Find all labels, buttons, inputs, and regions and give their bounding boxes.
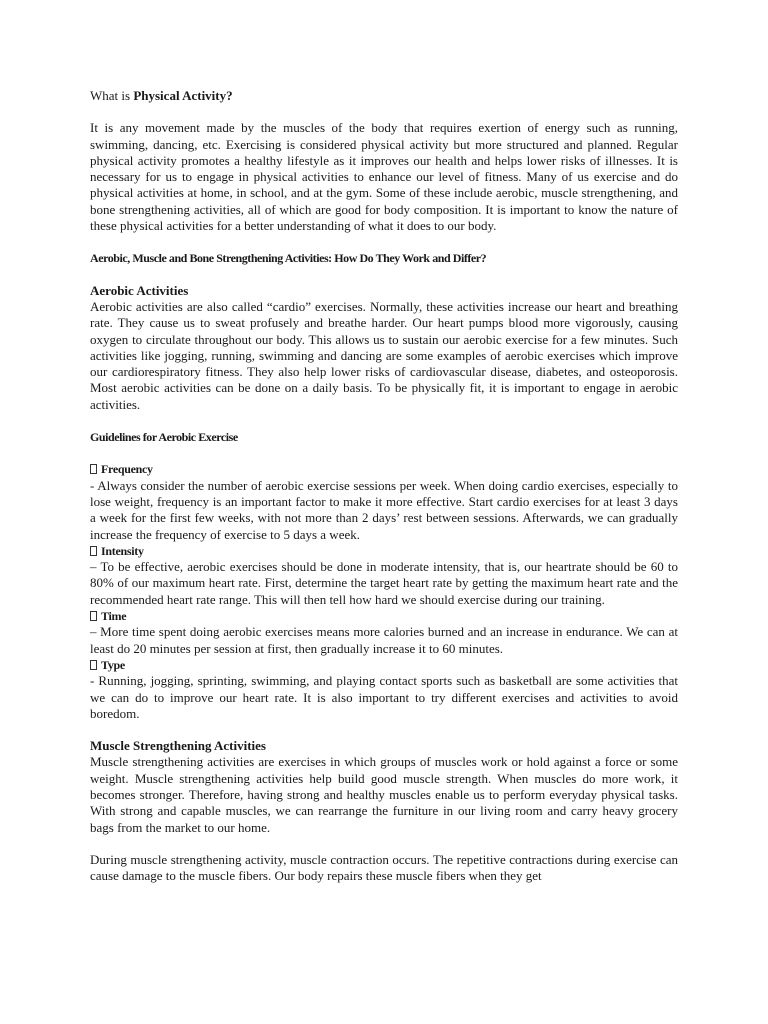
guideline-type xyxy=(90,657,678,722)
guideline-label: Time xyxy=(101,609,127,624)
guideline-text: – To be effective, aerobic exercises should be done in moderate intensity, that is, our heartrate should be 60 to 80% of our maximum heart rate. First, determine the target heart rate by getting the maximum heart rate and the recommended heart rate range. This will then tell how hard we should exercise during our training. xyxy=(90,559,678,607)
guideline-text: – More time spent doing aerobic exercises means more calories burned and an increase in endurance. We can at least do 20 minutes per session at first, then gradually increase it to 60 minutes. xyxy=(90,624,678,656)
guideline-text: - Running, jogging, sprinting, swimming, and playing contact sports such as basketball are some activities that we can do to improve our heart rate. It is also important to try different exercises and activities to avoid boredom. xyxy=(90,673,678,721)
muscle-title: Muscle Strengthening Activities xyxy=(90,738,266,754)
guideline-text: - Always consider the number of aerobic exercise sessions per week. When doing cardio exercises, especially to lose weight, frequency is an important factor to make it more effective. Start cardio exercises for at least 3 days a week for the first few weeks, with not more than 2 days’ rest between sessions. Afterwards, we can gradually increase the frequency of exercise to 5 days a week. xyxy=(90,477,678,542)
aerobic-paragraph: Aerobic activities are also called “cardio” exercises. Normally, these activities increase our heart and breathing rate. They cause us to sweat profusely and breathe harder. Our heart pumps blood more vigorously, causing oxygen to circulate throughout our body. This allows us to sustain our aerobic exercise for a few minutes. Such activities like jogging, running, swimming and dancing are some examples of aerobic exercises which improve our cardiorespiratory fitness. They also help lower risks of cardiovascular disease, diabetes, and osteoporosis. Most aerobic activities can be done on a daily basis. To be physically fit, it is important to engage in aerobic activities. xyxy=(90,298,678,412)
bullet-box-icon xyxy=(90,611,97,621)
bullet-box-icon xyxy=(90,464,97,474)
bullet-box-icon xyxy=(90,660,97,670)
intro-question-bold: Physical Activity? xyxy=(133,88,233,103)
intro-paragraph: It is any movement made by the muscles of the body that requires exertion of energy such as running, swimming, dancing, etc. Exercising is considered physical activity but more structured and planned. Regular physical activity promotes a healthy lifestyle as it improves our health and helps lower risks of illnesses. It is necessary for us to engage in physical activities to enhance our level of fitness. Many of us exercise and do physical activities at home, in school, and at the gym. Some of these include aerobic, muscle strengthening, and bone strengthening activities, all of which are good for body composition. It is important to know the nature of these physical activities for a better understanding of what it does to our body. xyxy=(90,120,678,234)
guideline-time xyxy=(90,608,678,657)
muscle-paragraph-2: During muscle strengthening activity, muscle contraction occurs. The repetitive contractions during exercise can cause damage to the muscle fibers. Our body repairs these muscle fibers when they get xyxy=(90,851,678,884)
intro-question-prefix: What is xyxy=(90,88,134,103)
guideline-label: Frequency xyxy=(101,462,153,477)
guidelines-heading: Guidelines for Aerobic Exercise xyxy=(90,430,238,445)
guideline-label: Intensity xyxy=(101,543,144,558)
guideline-frequency xyxy=(90,461,678,542)
aerobic-title: Aerobic Activities xyxy=(90,282,189,298)
document-page xyxy=(90,88,678,884)
guideline-intensity xyxy=(90,543,678,608)
section-heading: Aerobic, Muscle and Bone Strengthening Activities: How Do They Work and Differ? xyxy=(90,251,487,266)
muscle-paragraph-1: Muscle strengthening activities are exercises in which groups of muscles work or hold against a force or some weight. Muscle strengthening activities help build good muscle strength. When muscles do more work, it becomes stronger. Therefore, having strong and healthy muscles enable us to perform everyday physical tasks. With strong and capable muscles, we can rearrange the furniture in our living room and carry heavy grocery bags from the market to our home. xyxy=(90,754,678,835)
intro-question xyxy=(90,88,678,104)
bullet-box-icon xyxy=(90,546,97,556)
guideline-label: Type xyxy=(101,657,125,672)
